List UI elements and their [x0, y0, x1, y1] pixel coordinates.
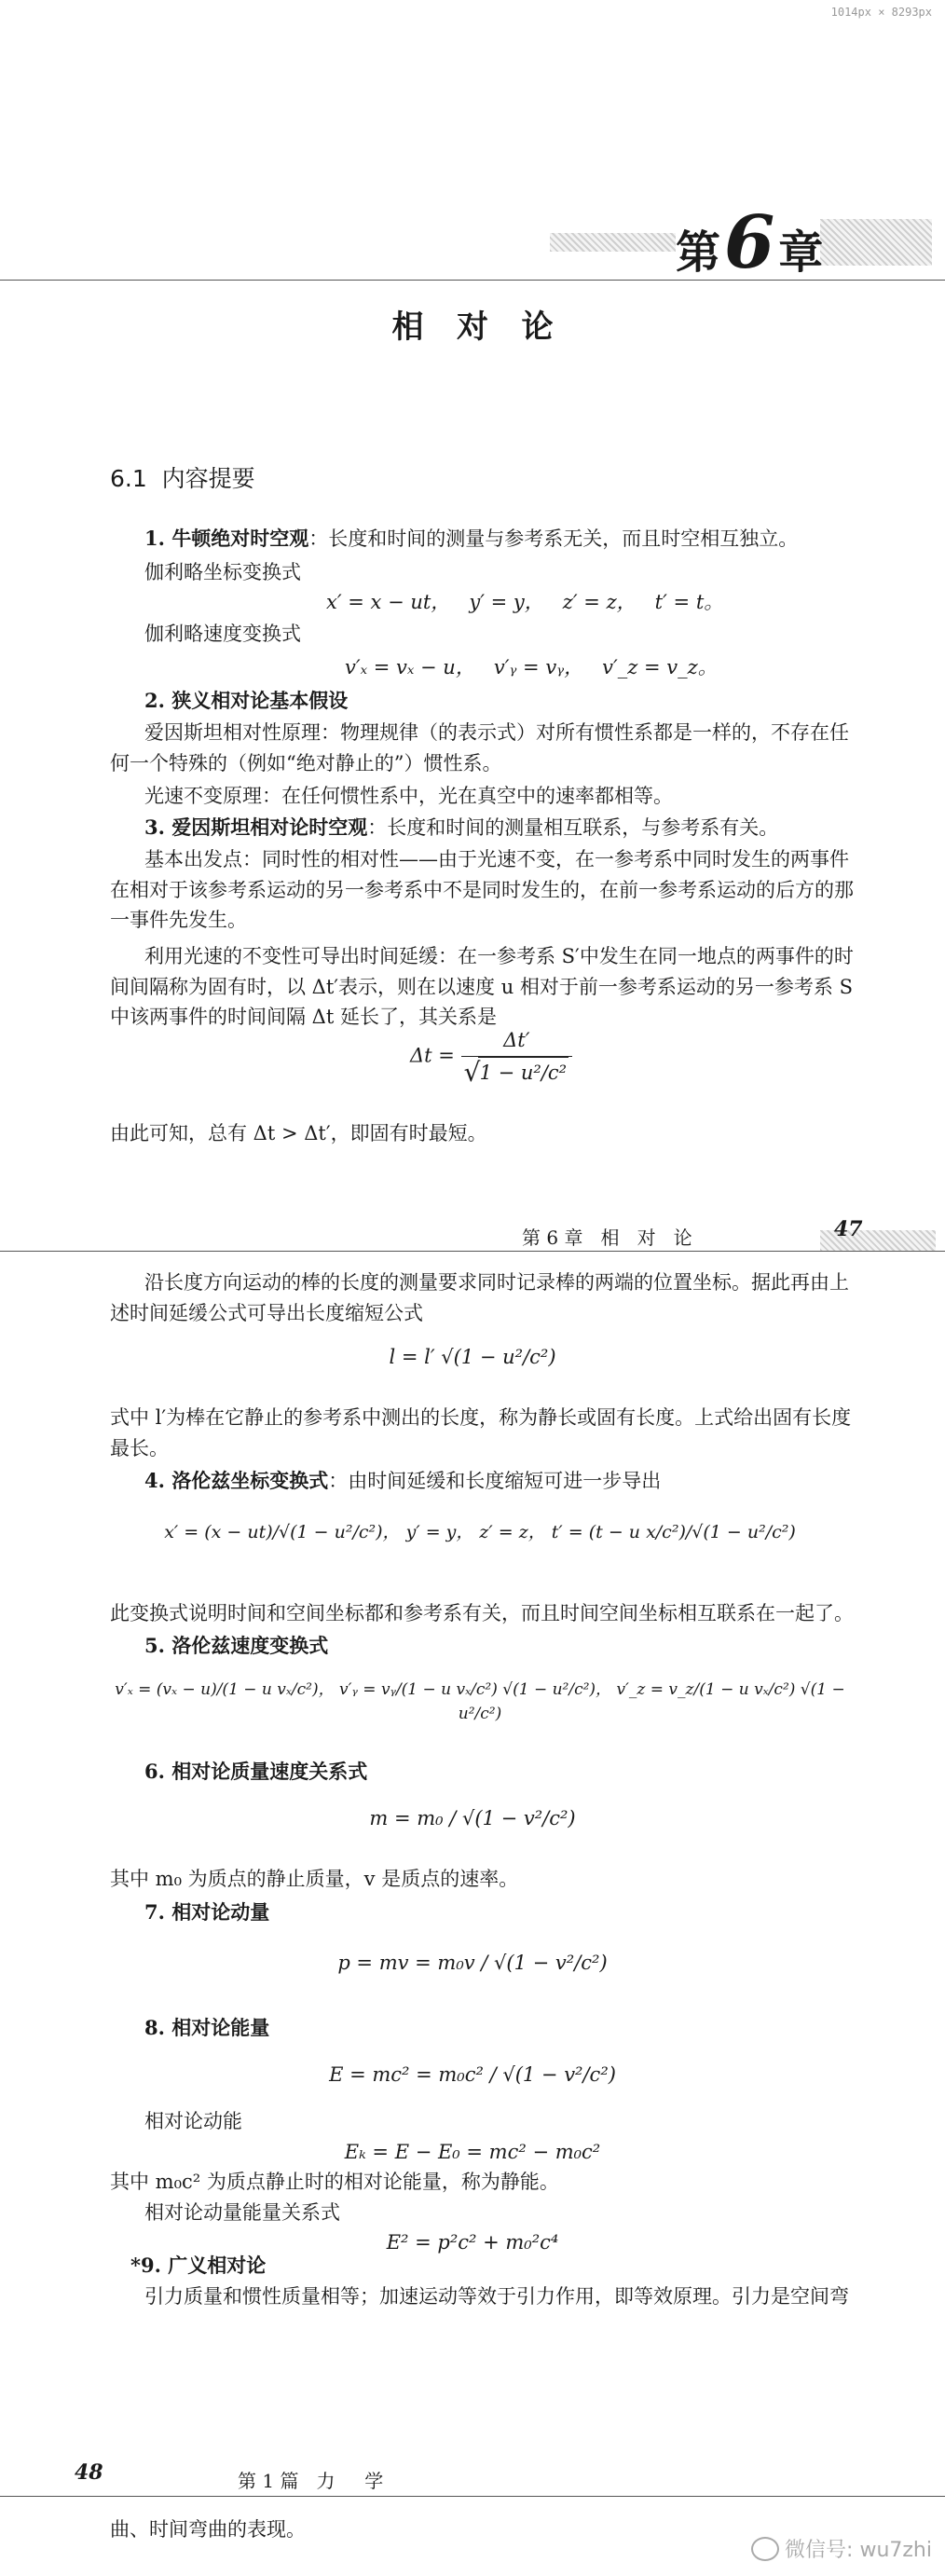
chapter-label-post: 章	[778, 226, 824, 279]
item-8-heading: 8. 相对论能量	[144, 2016, 270, 2039]
item-4-body: ：由时间延缓和长度缩短可进一步导出	[328, 1470, 662, 1492]
item-9-heading: *9. 广义相对论	[130, 2254, 267, 2277]
item-1-body: ：长度和时间的测量与参考系无关，而且时空相互独立。	[308, 528, 799, 550]
wechat-icon	[751, 2537, 779, 2561]
section-heading: 6.1 内容提要	[110, 465, 255, 492]
time-dilation-paragraph: 利用光速的不变性可导出时间延缓：在一参考系 S′中发生在同一地点的两事件的时间间隔称为固有时，以 Δt′表示，则在以速度 u 相对于前一参考系运动的另一参考系 S 中该两事件的时间间隔 Δt 延长了，其关系是	[110, 945, 854, 1029]
galilean-coord-equation: x′ = x − ut， y′ = y， z′ = z， t′ = t。	[326, 591, 724, 613]
time-dilation-lhs: Δt =	[410, 1044, 455, 1067]
image-size-label: 1014px × 8293px	[830, 6, 932, 19]
lorentz-equation: x′ = (x − ut)/√(1 − u²/c²)， y′ = y， z′ = z， t′ = (t − u x/c²)/√(1 − u²/c²)	[164, 1522, 796, 1542]
momentum-equation: p = mv = m₀v / √(1 − v²/c²)	[337, 1952, 608, 1974]
simultaneity-paragraph: 基本出发点：同时性的相对性——由于光速不变，在一参考系中同时发生的两事件在相对于该参考系运动的另一参考系中不是同时发生的，在前一参考系运动的后方的那一事件先发生。	[110, 848, 854, 932]
time-dilation-equation	[410, 1025, 572, 1089]
chapter-number: 6	[724, 200, 775, 285]
running-header: 第 6 章 相 对 论	[522, 1226, 692, 1249]
item-1	[144, 524, 853, 555]
item-3-heading: 3. 爱因斯坦相对论时空观	[144, 815, 368, 839]
contraction-equation: l = l′ √(1 − u²/c²)	[389, 1346, 556, 1368]
wechat-watermark-text: 微信号: wu7zhi	[785, 2539, 932, 2562]
dilation-conclusion: 由此可知，总有 Δt > Δt′，即固有时最短。	[110, 1122, 487, 1144]
item-4	[144, 1466, 862, 1497]
contraction-explanation: 式中 l′为棒在它静止的参考系中测出的长度，称为静长或固有长度。上式给出固有长度最长。	[110, 1406, 852, 1459]
page-1	[0, 0, 945, 1144]
chapter-banner-hatch-right	[820, 219, 932, 266]
continuation-text: 曲、时间弯曲的表现。	[110, 2518, 306, 2541]
chapter-rule	[0, 280, 945, 281]
galilean-vel-equation: v′ₓ = vₓ − u， v′ᵧ = vᵧ， v′_z = v_z。	[345, 656, 718, 678]
kinetic-energy-equation: Eₖ = E − E₀ = mc² − m₀c²	[344, 2141, 601, 2163]
contraction-paragraph: 沿长度方向运动的棒的长度的测量要求同时记录棒的两端的位置坐标。据此再由上述时间延缓公式可导出长度缩短公式	[110, 1271, 849, 1324]
header-rule	[0, 1251, 945, 1252]
item-3-body: ：长度和时间的测量相互联系，与参考系有关。	[367, 816, 779, 839]
time-dilation-denominator: √ 1 − u²/c²	[478, 1057, 569, 1089]
galilean-coord-label: 伽利略坐标变换式	[144, 561, 301, 583]
page-2	[0, 1217, 945, 2265]
wechat-watermark	[751, 2534, 932, 2563]
chapter-label-pre: 第	[676, 226, 721, 279]
mass-explanation: 其中 m₀ 为质点的静止质量，v 是质点的速率。	[110, 1868, 519, 1890]
energy-equation: E = mc² = m₀c² / √(1 − v²/c²)	[329, 2063, 616, 2086]
item-3	[144, 813, 862, 843]
chapter-banner-hatch	[550, 233, 676, 252]
time-dilation-fraction	[461, 1025, 573, 1089]
kinetic-energy-label: 相对论动能	[144, 2110, 242, 2132]
running-header: 第 1 篇 力 学	[238, 2470, 384, 2492]
rest-energy-explanation: 其中 m₀c² 为质点静止时的相对论能量，称为静能。	[110, 2171, 559, 2193]
momentum-energy-equation: E² = p²c² + m₀²c⁴	[386, 2231, 559, 2254]
page-number: 48	[75, 2460, 103, 2485]
header-rule	[0, 2496, 945, 2497]
page-number: 47	[834, 1217, 863, 1241]
item-2-heading: 2. 狭义相对论基本假设	[144, 689, 349, 712]
velocity-transform-equation: v′ₓ = (vₓ − u)/(1 − u vₓ/c²)， v′ᵧ = vᵧ/(1 − u vₓ/c²) √(1 − u²/c²)， v′_z = v_z/(1 − u vₓ/c²) √(1 − u²/c²)	[115, 1680, 845, 1724]
item-2-principle-relativity: 爱因斯坦相对性原理：物理规律（的表示式）对所有惯性系都是一样的，不存在任何一个特殊的（例如“绝对静止的”）惯性系。	[110, 721, 849, 774]
momentum-energy-label: 相对论动量能量关系式	[144, 2201, 340, 2224]
galilean-vel-label: 伽利略速度变换式	[144, 623, 301, 645]
chapter-title: 相 对 论	[391, 308, 554, 346]
item-9-body: 引力质量和惯性质量相等；加速运动等效于引力作用，即等效原理。引力是空间弯	[144, 2285, 849, 2308]
item-5-heading: 5. 洛伦兹速度变换式	[144, 1634, 329, 1657]
item-7-heading: 7. 相对论动量	[144, 1900, 270, 1924]
item-2-principle-light: 光速不变原理：在任何惯性系中，光在真空中的速率都相等。	[144, 785, 673, 807]
mass-equation: m = m₀ / √(1 − v²/c²)	[369, 1807, 576, 1829]
item-6-heading: 6. 相对论质量速度关系式	[144, 1760, 368, 1783]
chapter-heading	[676, 200, 823, 285]
item-1-heading: 1. 牛顿绝对时空观	[144, 527, 309, 550]
lorentz-explanation: 此变换式说明时间和空间坐标都和参考系有关，而且时间空间坐标相互联系在一起了。	[110, 1602, 854, 1624]
item-4-heading: 4. 洛伦兹坐标变换式	[144, 1469, 329, 1492]
time-dilation-numerator: Δt′	[461, 1025, 573, 1057]
